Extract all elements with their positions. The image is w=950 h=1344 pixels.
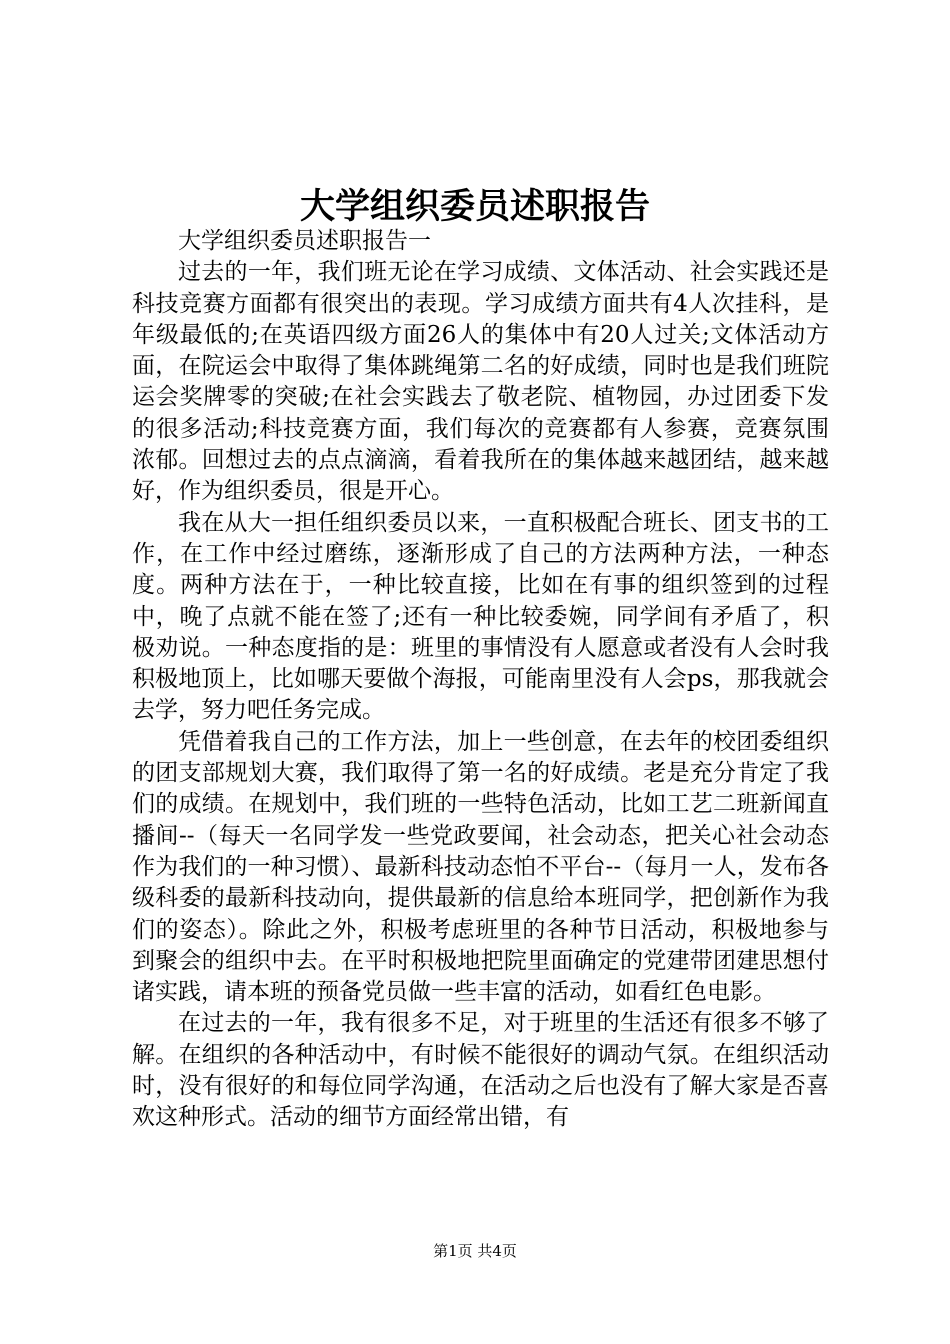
paragraph: 我在从大一担任组织委员以来，一直积极配合班长、团支书的工作，在工作中经过磨练，逐渐形成了自己的方法两种方法，一种态度。两种方法在于，一种比较直接，比如在有事的组织签到的过程中，晚了点就不能在签了;还有一种比较委婉，同学间有矛盾了，积极劝说。一种态度指的是：班里的事情没有人愿意或者没有人会时我积极地顶上，比如哪天要做个海报，可能南里没有人会ps，那我就会去学，努力吧任务完成。: [132, 509, 829, 724]
document-title: 大学组织委员述职报告: [299, 186, 650, 227]
document-body: [132, 226, 829, 1134]
page-footer: 第1页 共4页: [433, 1242, 517, 1260]
paragraph: 在过去的一年，我有很多不足，对于班里的生活还有很多不够了解。在组织的各种活动中，有时候不能很好的调动气氛。在组织活动时，没有很好的和每位同学沟通，在活动之后也没有了解大家是否喜欢这种形式。活动的细节方面经常出错，有: [132, 1010, 829, 1131]
paragraph-subtitle: 大学组织委员述职报告一: [178, 228, 431, 254]
paragraph: 凭借着我自己的工作方法，加上一些创意，在去年的校团委组织的团支部规划大赛，我们取得了第一名的好成绩。老是充分肯定了我们的成绩。在规划中，我们班的一些特色活动，比如工艺二班新闻直播间--（每天一名同学发一些党政要闻，社会动态，把关心社会动态作为我们的一种习惯）、最新科技动态怕不平台--（每月一人，发布各级科委的最新科技动向，提供最新的信息给本班同学，把创新作为我们的姿态）。除此之外，积极考虑班里的各种节日活动，积极地参与到聚会的组织中去。在平时积极地把院里面确定的党建带团建思想付诸实践，请本班的预备党员做一些丰富的活动，如看红色电影。: [132, 728, 829, 1006]
paragraph: 过去的一年，我们班无论在学习成绩、文体活动、社会实践还是科技竞赛方面都有很突出的表现。学习成绩方面共有4人次挂科，是年级最低的;在英语四级方面26人的集体中有20人过关;文体活动方面，在院运会中取得了集体跳绳第二名的好成绩，同时也是我们班院运会奖牌零的突破;在社会实践去了敬老院、植物园，办过团委下发的很多活动;科技竞赛方面，我们每次的竞赛都有人参赛，竞赛氛围浓郁。回想过去的点点滴滴，看着我所在的集体越来越团结，越来越好，作为组织委员，很是开心。: [132, 259, 829, 505]
